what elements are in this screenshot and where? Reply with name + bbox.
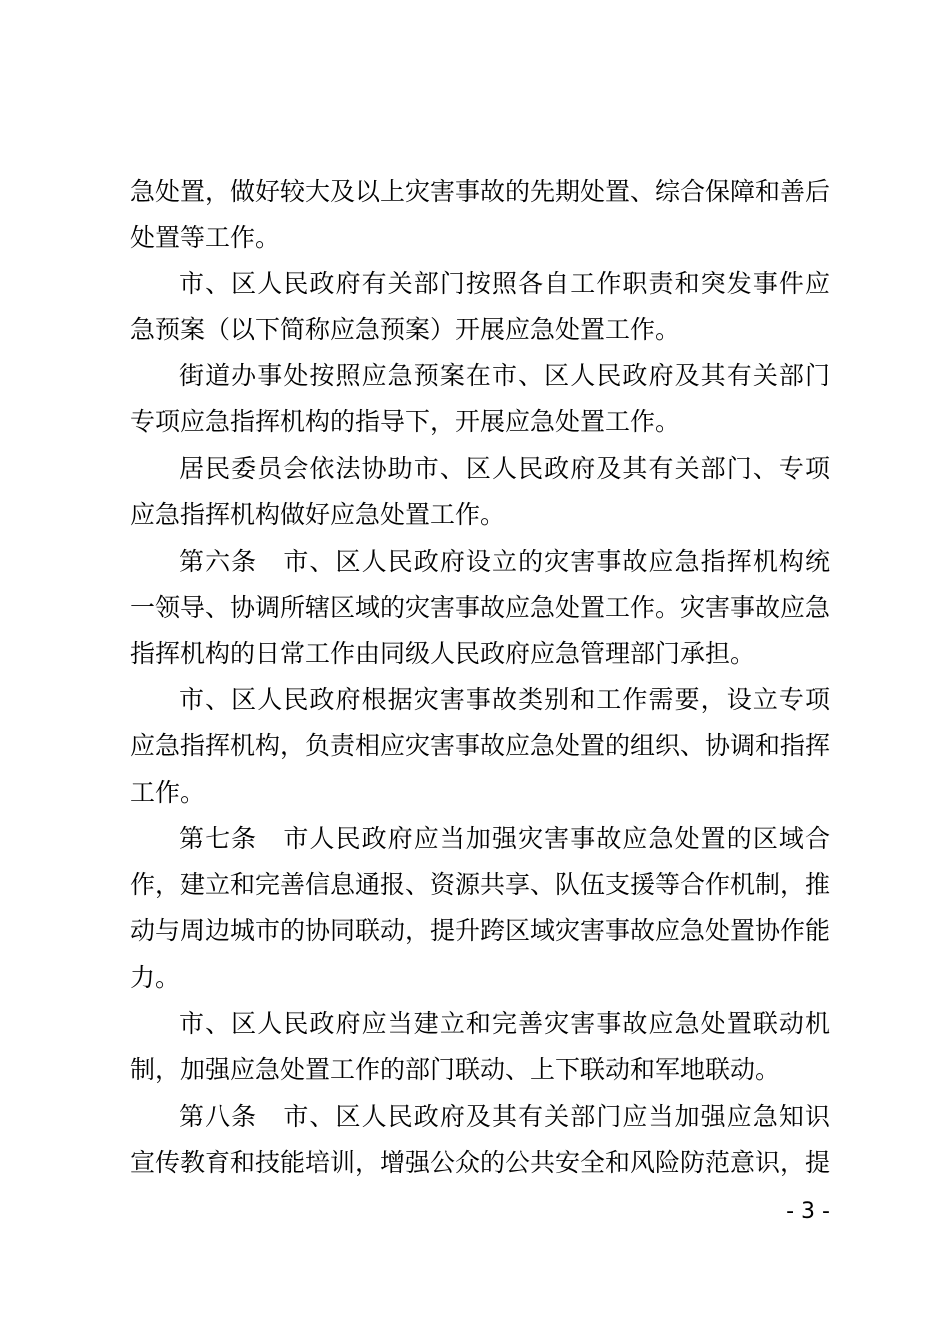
text-line-19: 市、区人民政府应当建立和完善灾害事故应急处置联动机 — [179, 1009, 830, 1038]
text-line-20: 制，加强应急处置工作的部门联动、上下联动和军地联动。 — [130, 1055, 781, 1084]
text-line-6: 专项应急指挥机构的指导下，开展应急处置工作。 — [130, 407, 681, 436]
text-line-11: 指挥机构的日常工作由同级人民政府应急管理部门承担。 — [130, 639, 756, 668]
text-line-15: 第七条 市人民政府应当加强灾害事故应急处置的区域合 — [179, 824, 830, 853]
text-line-13: 应急指挥机构，负责相应灾害事故应急处置的组织、协调和指挥 — [130, 731, 831, 760]
text-line-3: 市、区人民政府有关部门按照各自工作职责和突发事件应 — [179, 269, 830, 298]
text-line-8: 应急指挥机构做好应急处置工作。 — [130, 500, 506, 529]
text-line-16: 作，建立和完善信息通报、资源共享、队伍支援等合作机制，推 — [130, 870, 831, 899]
text-line-21: 第八条 市、区人民政府及其有关部门应当加强应急知识 — [179, 1102, 830, 1131]
text-line-4: 急预案（以下简称应急预案）开展应急处置工作。 — [130, 315, 681, 344]
text-line-17: 动与周边城市的协同联动，提升跨区域灾害事故应急处置协作能 — [130, 916, 831, 945]
text-line-18: 力。 — [130, 963, 181, 992]
text-line-7: 居民委员会依法协助市、区人民政府及其有关部门、专项 — [179, 454, 830, 483]
text-line-1: 急处置，做好较大及以上灾害事故的先期处置、综合保障和善后 — [130, 177, 831, 206]
text-line-2: 处置等工作。 — [130, 223, 281, 252]
text-line-10: 一领导、协调所辖区域的灾害事故应急处置工作。灾害事故应急 — [130, 593, 831, 622]
text-line-9: 第六条 市、区人民政府设立的灾害事故应急指挥机构统 — [179, 547, 830, 576]
text-line-5: 街道办事处按照应急预案在市、区人民政府及其有关部门 — [179, 361, 830, 390]
page-number: - 3 - — [786, 1199, 830, 1224]
text-line-12: 市、区人民政府根据灾害事故类别和工作需要，设立专项 — [179, 685, 830, 714]
text-line-22: 宣传教育和技能培训，增强公众的公共安全和风险防范意识，提 — [130, 1148, 831, 1177]
text-line-14: 工作。 — [130, 778, 206, 807]
